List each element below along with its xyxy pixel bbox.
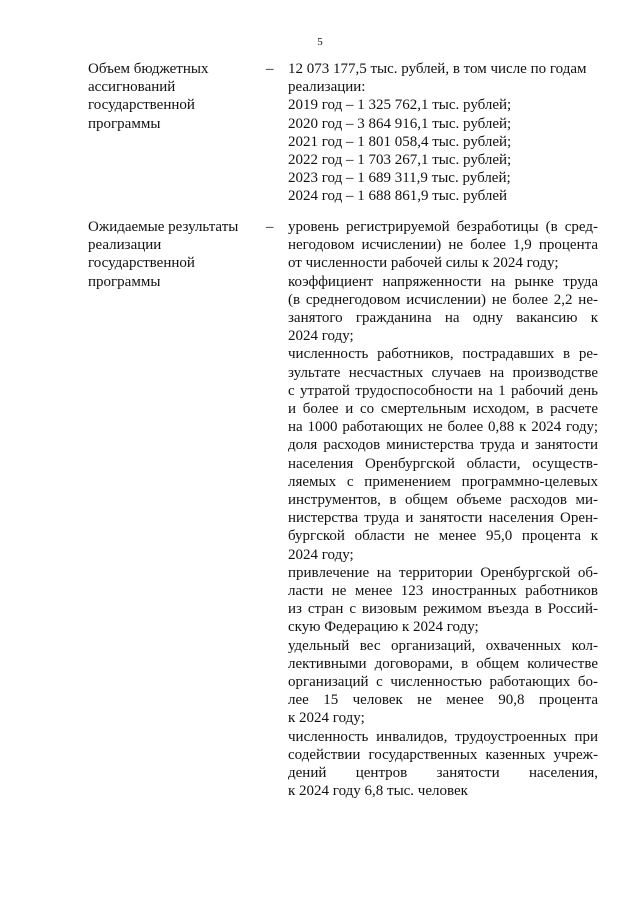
- page-number: 5: [317, 36, 323, 48]
- content-line: доля расходов министерства труда и занятости: [288, 437, 598, 454]
- content-line: населения Оренбургской области, осуществ-: [288, 455, 598, 472]
- content-line: и более и со смертельным исходом, в расчете: [288, 401, 598, 418]
- content-line: коэффициент напряженности на рынке труда: [288, 273, 598, 290]
- separator-dash: –: [266, 61, 274, 77]
- label-line: программы: [88, 115, 161, 132]
- content-line: 2024 году;: [288, 328, 354, 345]
- content-line: с утратой трудоспособности на 1 рабочий день: [288, 382, 598, 399]
- content-line: численность работников, пострадавших в ре-: [288, 346, 598, 363]
- content-line: лее 15 человек не менее 90,8 процента: [288, 692, 598, 709]
- content-line: на 1000 работающих не более 0,88 к 2024 году;: [288, 419, 598, 436]
- content-line: реализации:: [288, 79, 366, 96]
- content-line: дений центров занятости населения,: [288, 765, 598, 782]
- content-line: нистерства труда и занятости населения Орен-: [288, 510, 598, 527]
- content-line: 2022 год – 1 703 267,1 тыс. рублей;: [288, 152, 512, 169]
- content-line: удельный вес организаций, охваченных кол-: [288, 637, 598, 654]
- content-line: бургской области не менее 95,0 процента к: [288, 528, 598, 545]
- content-line: 2019 год – 1 325 762,1 тыс. рублей;: [288, 97, 512, 114]
- content-line: численность инвалидов, трудоустроенных при: [288, 728, 598, 745]
- content-line: 2024 год – 1 688 861,9 тыс. рублей: [288, 188, 508, 205]
- content-line: 2021 год – 1 801 058,4 тыс. рублей;: [288, 133, 512, 150]
- content-line: 2024 году;: [288, 546, 354, 563]
- label-line: Ожидаемые результаты: [88, 219, 239, 235]
- content-line: 2023 год – 1 689 311,9 тыс. рублей;: [288, 170, 511, 187]
- content-line: организаций с численностью работающих бо-: [288, 674, 598, 691]
- content-line: к 2024 году;: [288, 710, 365, 727]
- label-line: реализации: [88, 237, 162, 254]
- content-line: ласти не менее 123 иностранных работников: [288, 583, 598, 600]
- content-line: из стран с визовым режимом въезда в Россий-: [288, 601, 598, 618]
- results-label: [88, 218, 258, 291]
- content-line: занятого гражданина на одну вакансию к: [288, 310, 598, 327]
- label-line: государственной: [88, 97, 195, 114]
- content-line: уровень регистрируемой безработицы (в сред-: [288, 219, 598, 235]
- content-line: лективными договорами, в общем количестве: [288, 655, 598, 672]
- content-line: от численности рабочей силы к 2024 году;: [288, 255, 559, 272]
- label-line: ассигнований: [88, 79, 176, 96]
- content-line: привлечение на территории Оренбургской об-: [288, 564, 598, 581]
- content-line: к 2024 году 6,8 тыс. человек: [288, 783, 468, 800]
- label-line: программы: [88, 273, 161, 290]
- content-line: скую Федерацию к 2024 году;: [288, 619, 479, 636]
- content-line: ляемых с применением программно-целевых: [288, 473, 598, 490]
- label-line: Объем бюджетных: [88, 61, 209, 77]
- content-line: 12 073 177,5 тыс. рублей, в том числе по годам: [288, 61, 587, 77]
- budget-label: [88, 60, 258, 133]
- content-line: зультате несчастных случаев на производстве: [288, 364, 598, 381]
- content-line: 2020 год – 3 864 916,1 тыс. рублей;: [288, 115, 512, 132]
- content-line: содействии государственных казенных учреж-: [288, 746, 598, 763]
- label-line: государственной: [88, 255, 195, 272]
- content-line: инструментов, в общем объеме расходов ми-: [288, 492, 598, 509]
- content-line: негодовом исчислении) не более 1,9 процента: [288, 237, 598, 254]
- separator-dash: –: [266, 219, 274, 235]
- results-content: [288, 218, 598, 801]
- content-line: (в среднегодовом исчислении) не более 2,2 не-: [288, 291, 598, 308]
- budget-content: [288, 60, 598, 206]
